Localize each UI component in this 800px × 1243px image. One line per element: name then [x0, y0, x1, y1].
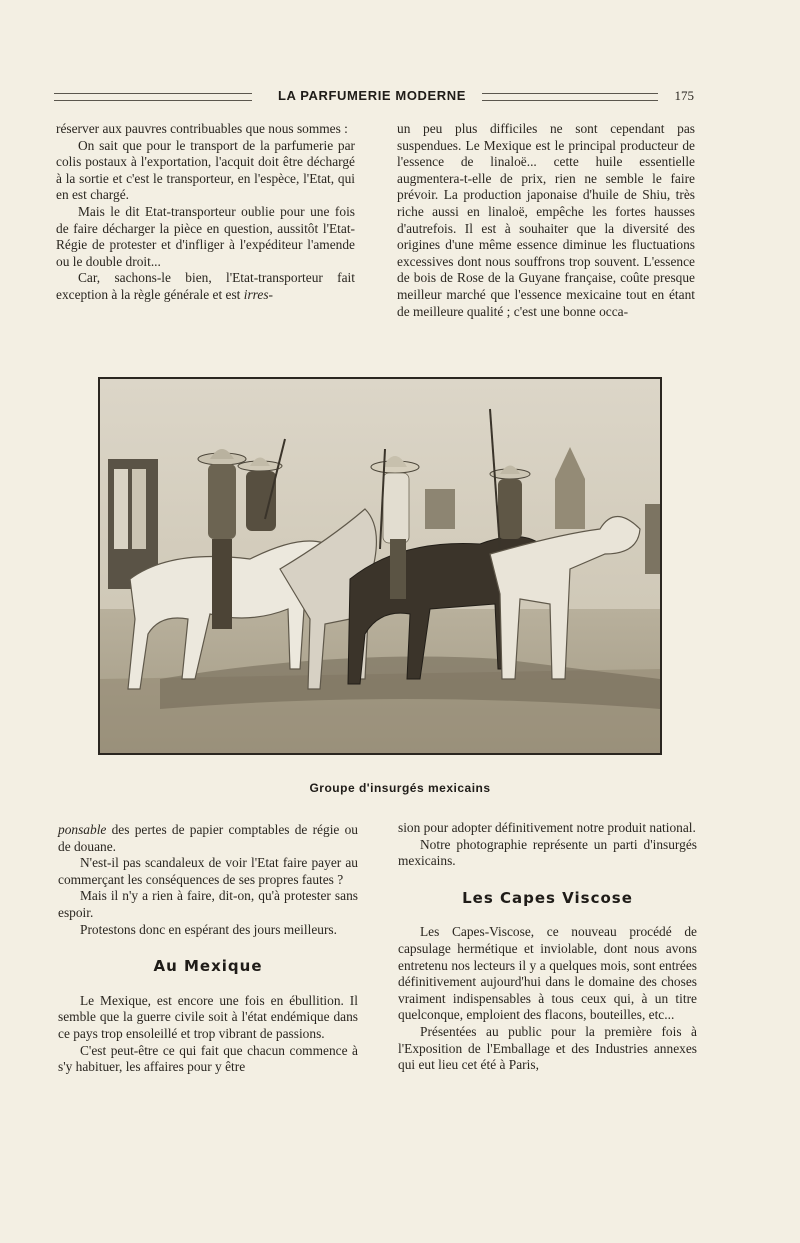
photograph-insurgents — [98, 377, 662, 755]
section-heading-capes-viscose: Les Capes Viscose — [462, 888, 633, 907]
text-run: Car, sachons-le bien, l'Etat-transporteur fait exception à la règle générale et est — [56, 270, 355, 302]
page-number: 175 — [674, 88, 694, 103]
paragraph: Présentées au public pour la première fois à l'Exposition de l'Emballage et des Industries annexes qui eut lieu cet été à Paris, — [398, 1023, 697, 1073]
italic-text: irres- — [243, 286, 274, 302]
paragraph: Protestons donc en espérant des jours meilleurs. — [80, 921, 337, 937]
paragraph: Le Mexique, est encore une fois en ébullition. Il semble que la guerre civile soit à l'état endémique dans ce pays trop ensoleillé et trop vibrant de passions. — [58, 992, 358, 1041]
paragraph — [56, 270, 355, 303]
column-bottom-left — [58, 822, 358, 1076]
italic-text: ponsable — [58, 822, 107, 837]
paragraph — [58, 822, 358, 855]
paragraph: un peu plus difficiles ne sont cependant pas suspendues. Le Mexique est le principal producteur de l'essence de linaloë... cette huile essentielle augmentera-t-elle de prix, rien ne semble le faire prévoir. La production japonaise d'huile de Shiu, très riche aussi en linaloë, empêche les fortes hausses d'autrefois. Il est à souhaiter que la diversité des origines d'une même essence diminue les fluctuations excessives dont nous souffrons trop souvent. L'essence de bois de Rose de la Guyane française, coûte presque meilleur marché que l'essence mexicaine tout en étant de meilleure qualité ; c'est une bonne occa- — [397, 121, 695, 319]
paragraph: réserver aux pauvres contribuables que nous sommes : — [56, 121, 348, 136]
column-top-left — [56, 121, 355, 304]
paragraph: Notre photographie représente un parti d'insurgés mexicains. — [398, 836, 697, 869]
text-run: des pertes de papier comptables de régie ou de douane. — [58, 822, 358, 854]
paragraph: Les Capes-Viscose, ce nouveau procédé de capsulage hermétique et inviolable, dont nous avons entretenu nos lecteurs il y a quelques mois, sont entrées définitivement aujourd'hui dans le domaine des choses vraiment indispensables à tous ceux qui, à un titre quelconque, emploient des flacons, bouteilles, etc... — [398, 924, 697, 1023]
running-header — [54, 88, 694, 108]
paragraph: N'est-il pas scandaleux de voir l'Etat faire payer au commerçant les conséquences de ses propres fautes ? — [58, 855, 358, 887]
paragraph: C'est peut-être ce qui fait que chacun commence à s'y habituer, les affaires pour y être — [58, 1042, 358, 1075]
paragraph: sion pour adopter définitivement notre produit national. — [398, 820, 696, 835]
photo-illustration — [100, 379, 660, 753]
paragraph: Mais il n'y a rien à faire, dit-on, qu'à protester sans espoir. — [58, 888, 358, 920]
column-bottom-right — [398, 820, 697, 1074]
section-heading-mexique: Au Mexique — [153, 957, 263, 976]
paragraph: On sait que pour le transport de la parfumerie par colis postaux à l'exportation, l'acquit doit être déchargé à la sortie et c'est le transporteur, en l'espèce, l'Etat, qui en est chargé. — [56, 137, 355, 203]
figure-caption: Groupe d'insurgés mexicains — [309, 781, 491, 795]
header-rule-right — [482, 93, 658, 101]
paragraph: Mais le dit Etat-transporteur oublie pour une fois de faire décharger la pièce en question, aussitôt l'Etat-Régie de protester et d'infliger à l'expéditeur l'amende ou le double droit... — [56, 203, 355, 269]
column-top-right — [397, 121, 695, 320]
journal-title: LA PARFUMERIE MODERNE — [277, 88, 467, 103]
header-rule-left — [54, 93, 252, 101]
